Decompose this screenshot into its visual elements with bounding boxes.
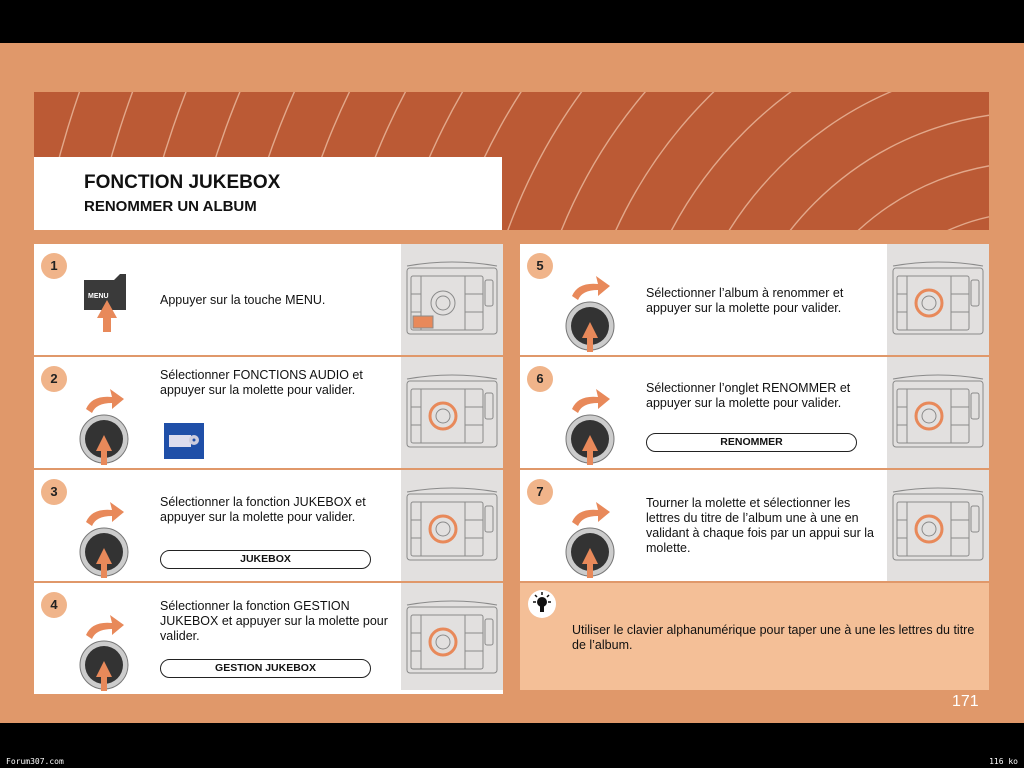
step-number: 3 <box>41 479 67 505</box>
renommer-pill: RENOMMER <box>646 433 857 452</box>
knob-dial-icon <box>78 613 132 693</box>
menu-key-icon <box>80 274 136 334</box>
step-number: 7 <box>527 479 553 505</box>
knob-dial-icon <box>564 274 618 354</box>
curved-arrow-icon <box>86 502 124 526</box>
page-title: FONCTION JUKEBOX <box>84 172 281 193</box>
step-number: 2 <box>41 366 67 392</box>
console-icon <box>405 486 499 566</box>
knob-dial-icon <box>78 387 132 467</box>
page-number: 171 <box>952 693 979 710</box>
console-icon <box>405 260 499 340</box>
step-text: Sélectionner l’album à renommer et appuyer sur la molette pour valider. <box>646 286 844 315</box>
lightbulb-icon <box>528 590 556 618</box>
menu-key-label: MENU <box>88 293 109 300</box>
manual-page <box>0 43 1024 723</box>
step-3 <box>34 470 503 581</box>
curved-arrow-icon <box>86 389 124 413</box>
step-number: 5 <box>527 253 553 279</box>
curved-arrow-icon <box>572 276 610 300</box>
console-diagram <box>887 357 989 468</box>
step-4 <box>34 583 503 694</box>
step-text: Sélectionner la fonction JUKEBOX et appuyer sur la molette pour valider. <box>160 495 366 524</box>
step-6 <box>520 357 989 468</box>
step-7 <box>520 470 989 581</box>
step-text: Sélectionner FONCTIONS AUDIO et appuyer sur la molette pour valider. <box>160 368 363 397</box>
tip-text: Utiliser le clavier alphanumérique pour taper une à une les lettres du titre de l’album. <box>572 623 975 652</box>
tip-icon-container <box>528 590 556 618</box>
console-icon <box>891 486 985 566</box>
console-diagram <box>401 357 503 468</box>
step-number: 4 <box>41 592 67 618</box>
jukebox-pill: JUKEBOX <box>160 550 371 569</box>
audio-functions-icon <box>164 423 204 459</box>
step-text: Tourner la molette et sélectionner les lettres du titre de l’album une à une en validant à chaque fois par un appui sur la molette. <box>646 496 874 555</box>
step-text: Sélectionner l’onglet RENOMMER et appuyer sur la molette pour valider. <box>646 381 851 410</box>
console-diagram <box>401 244 503 355</box>
curved-arrow-icon <box>572 389 610 413</box>
console-icon <box>405 599 499 679</box>
step-5 <box>520 244 989 355</box>
footer-file-size: 116 ko <box>989 757 1018 766</box>
footer-site: Forum307.com <box>6 757 64 766</box>
console-diagram <box>887 244 989 355</box>
console-diagram <box>401 470 503 581</box>
console-diagram <box>887 470 989 581</box>
knob-dial-icon <box>564 500 618 580</box>
console-icon <box>891 260 985 340</box>
step-text: Sélectionner la fonction GESTION JUKEBOX et appuyer sur la molette pour valider. <box>160 599 388 643</box>
console-icon <box>405 373 499 453</box>
step-number: 1 <box>41 253 67 279</box>
step-number: 6 <box>527 366 553 392</box>
curved-arrow-icon <box>86 615 124 639</box>
console-diagram <box>401 583 503 690</box>
title-box <box>34 157 502 230</box>
step-1 <box>34 244 503 355</box>
knob-dial-icon <box>78 500 132 580</box>
gestion-jukebox-pill: GESTION JUKEBOX <box>160 659 371 678</box>
console-icon <box>891 373 985 453</box>
curved-arrow-icon <box>572 502 610 526</box>
tip-box <box>520 583 989 690</box>
step-text: Appuyer sur la touche MENU. <box>160 293 326 307</box>
step-2 <box>34 357 503 468</box>
knob-dial-icon <box>564 387 618 467</box>
page-subtitle: RENOMMER UN ALBUM <box>84 198 257 215</box>
